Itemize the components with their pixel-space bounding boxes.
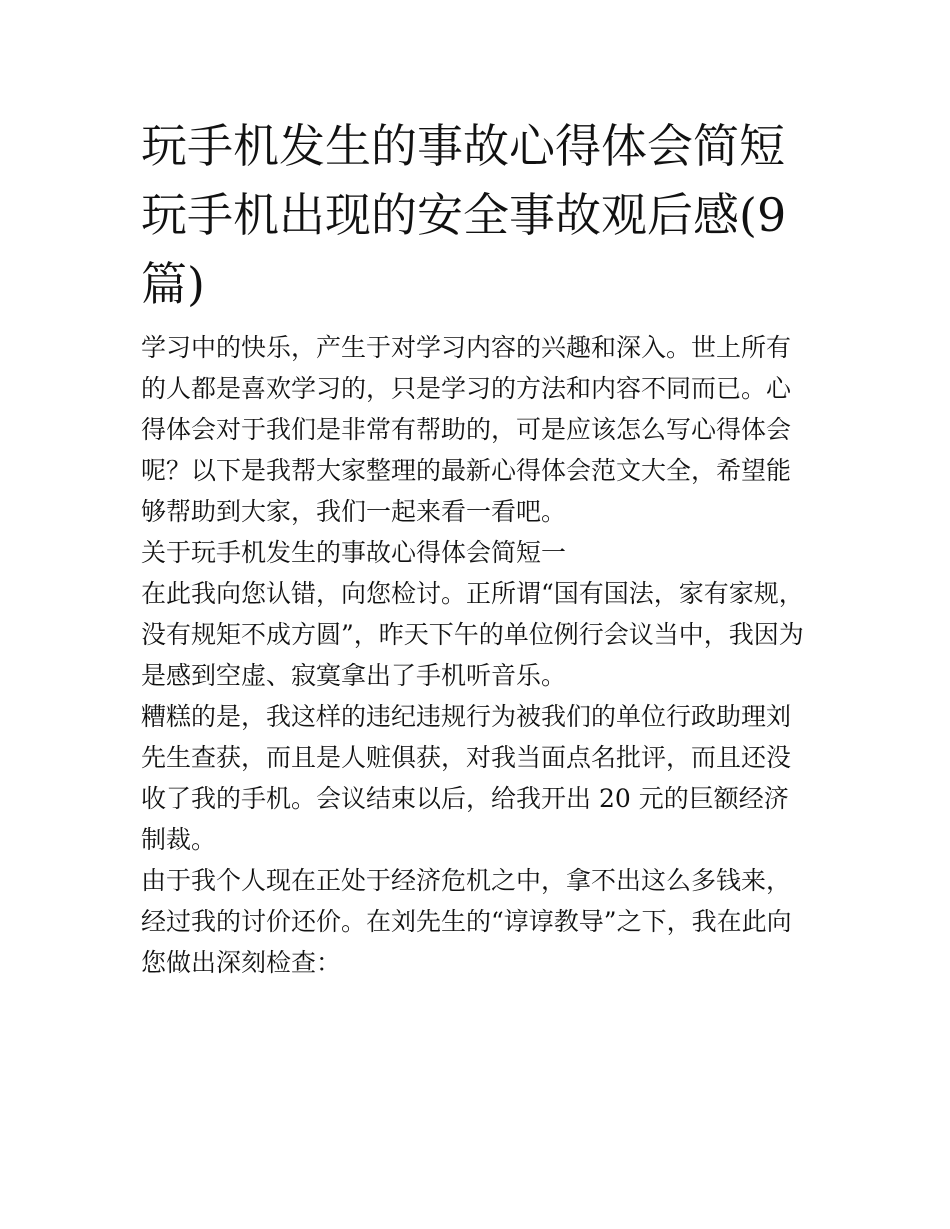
section-heading: 关于玩手机发生的事故心得体会简短一 xyxy=(141,538,567,567)
body-paragraph: 由于我个人现在正处于经济危机之中，拿不出这么多钱来，经过我的讨价还价。在刘先生的“谆谆教导”之下，我在此向您做出深刻检查： xyxy=(141,866,792,977)
intro-paragraph: 学习中的快乐，产生于对学习内容的兴趣和深入。世上所有的人都是喜欢学习的，只是学习的方法和内容不同而已。心得体会对于我们是非常有帮助的，可是应该怎么写心得体会呢？以下是我帮大家整理的最新心得体会范文大全，希望能够帮助到大家，我们一起来看一看吧。 xyxy=(141,333,792,526)
document-body xyxy=(141,327,813,983)
document-title: 玩手机发生的事故心得体会简短 玩手机出现的安全事故观后感(9篇) xyxy=(141,119,787,311)
document-content xyxy=(141,112,813,983)
body-paragraph: 糟糕的是，我这样的违纪违规行为被我们的单位行政助理刘先生查获，而且是人赃俱获，对我当面点名批评，而且还没收了我的手机。会议结束以后，给我开出 20 元的巨额经济制裁。 xyxy=(141,702,792,854)
body-paragraph: 在此我向您认错，向您检讨。正所谓“国有国法，家有家规，没有规矩不成方圆”，昨天下午的单位例行会议当中，我因为是感到空虚、寂寞拿出了手机听音乐。 xyxy=(141,579,804,690)
